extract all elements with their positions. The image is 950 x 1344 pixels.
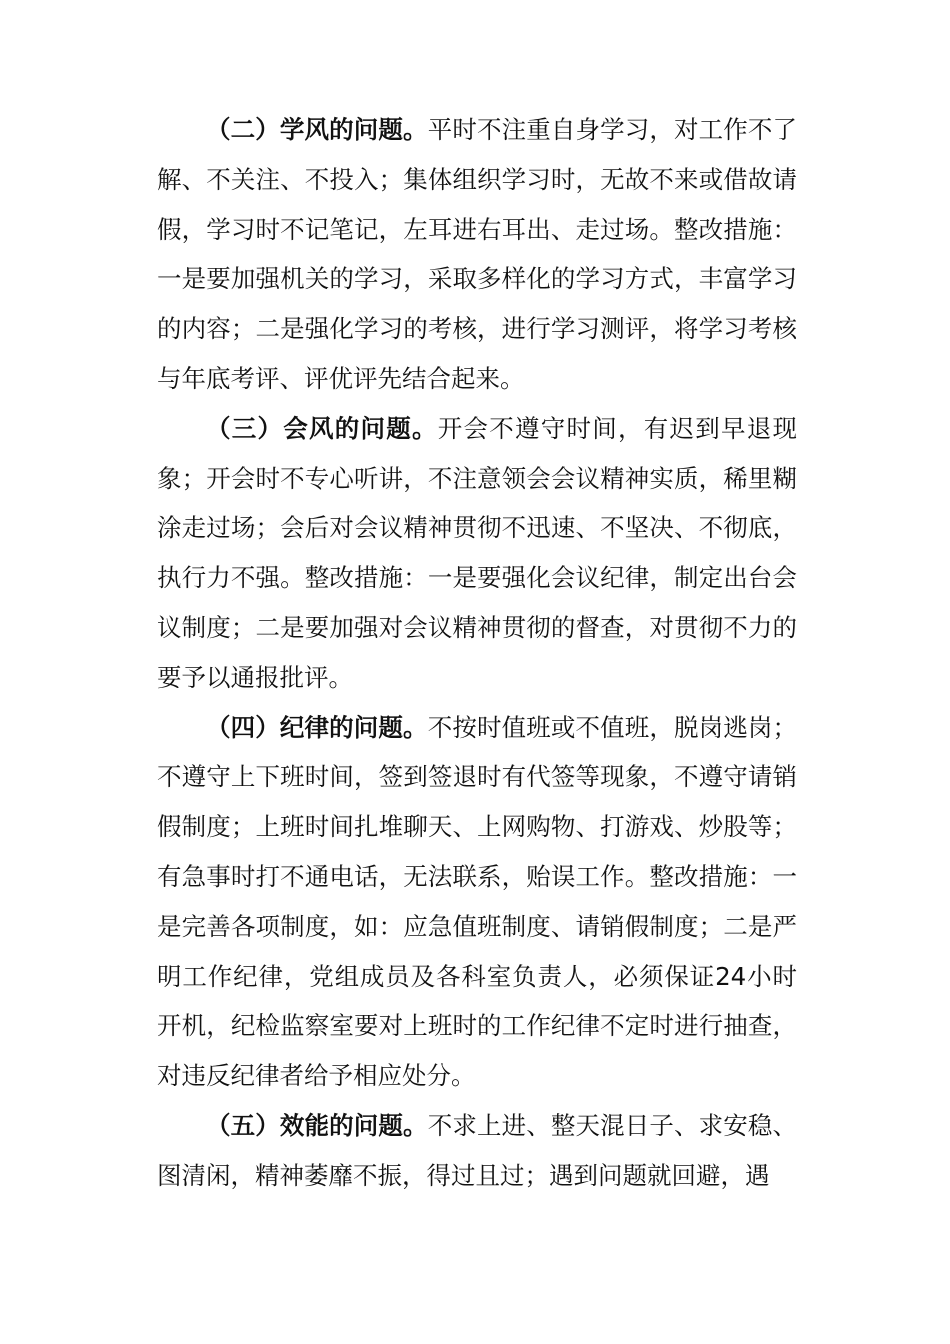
section-heading: （三）会风的问题。 — [206, 413, 438, 443]
section-heading: （二）学风的问题。 — [206, 115, 428, 144]
paragraph-text: 平时不注重自身学习，对工作不了解、不关注、不投入；集体组织学习时，无故不来或借故请假，学习时不记笔记，左耳进右耳出、走过场。整改措施：一是要加强机关的学习，采取多样化的学习方式，丰富学习的内容；二是强化学习的考核，进行学习测评，将学习考核与年底考评、评优评先结合起来。 — [157, 115, 798, 393]
section-heading: （四）纪律的问题。 — [206, 712, 428, 742]
section-heading: （五）效能的问题。 — [206, 1110, 428, 1140]
paragraph-study-style — [157, 105, 797, 404]
paragraph-text: 开会不遵守时间，有迟到早退现象；开会时不专心听讲，不注意领会会议精神实质，稀里糊涂走过场；会后对会议精神贯彻不迅速、不坚决、不彻底，执行力不强。整改措施：一是要强化会议纪律，制定出台会议制度；二是要加强对会议精神贯彻的督查，对贯彻不力的要予以通报批评。 — [157, 413, 797, 692]
document-body — [157, 105, 797, 1201]
paragraph-text: 不按时值班或不值班，脱岗逃岗；不遵守上下班时间，签到签退时有代签等现象，不遵守请销假制度；上班时间扎堆聊天、上网购物、打游戏、炒股等；有急事时打不通电话，无法联系，贻误工作。整改措施：一是完善各项制度，如：应急值班制度、请销假制度；二是严明工作纪律，党组成员及各科室负责人，必须保证24小时开机，纪检监察室要对上班时的工作纪律不定时进行抽查，对违反纪律者给予相应处分。 — [157, 712, 798, 1091]
paragraph-efficiency — [157, 1101, 797, 1201]
paragraph-discipline — [157, 703, 797, 1101]
paragraph-text: 不求上进、整天混日子、求安稳、图清闲，精神萎靡不振，得过且过；遇到问题就回避，遇 — [157, 1110, 798, 1190]
paragraph-meeting-style — [157, 404, 797, 703]
